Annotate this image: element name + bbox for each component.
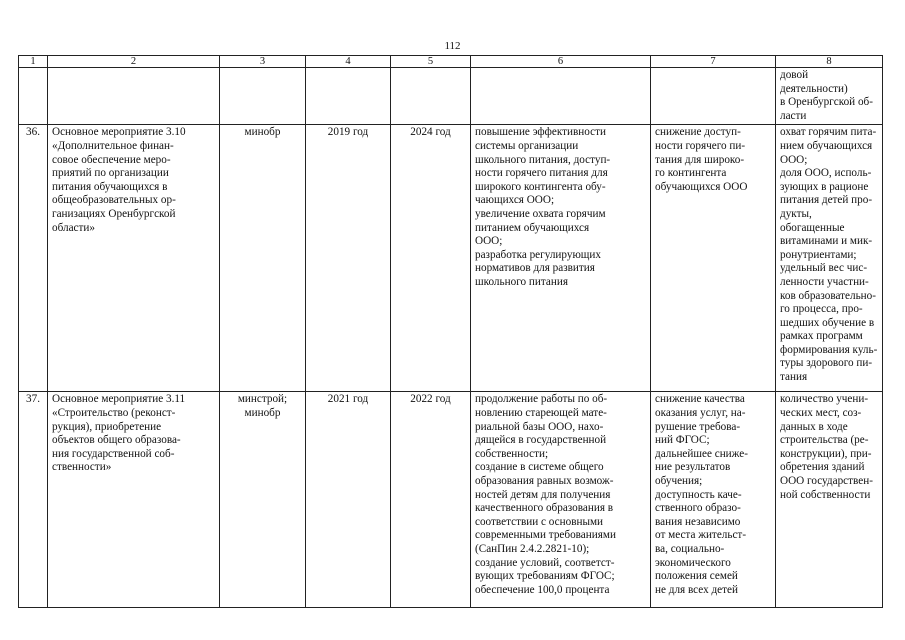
continuation-row — [19, 68, 883, 125]
row-number: 37. — [19, 392, 48, 608]
program-table — [18, 55, 883, 608]
page-number: 112 — [444, 40, 461, 52]
continuation-cell-5 — [391, 68, 471, 125]
row-number: 36. — [19, 125, 48, 392]
result-cell: продолжение работы по об- новлению стареющей мате- риальной базы ООО, нахо- дящейся в государственной собственности; создание в системе общего образования равных возмож- ностей детям для получения качественного образования в соответствии с основными современными требованиями (СанПин 2.4.2.2821-10); создание условий, соответст- вующих требованиям ФГОС; обеспечение 100,0 процента — [471, 392, 651, 608]
header-col-4: 4 — [306, 56, 391, 68]
executor-cell: минстрой; минобр — [220, 392, 306, 608]
continuation-indicators: довой деятельности) в Оренбургской об- ласти — [776, 68, 883, 125]
continuation-cell-1 — [19, 68, 48, 125]
header-col-7: 7 — [651, 56, 776, 68]
result-cell: повышение эффективности системы организации школьного питания, доступ- ности горячего питания для широкого контингента обу- чающихся ООО; увеличение охвата горячим питанием обучающихся ООО; разработка регулирующих нормативов для развития школьного питания — [471, 125, 651, 392]
header-col-1: 1 — [19, 56, 48, 68]
table-row — [19, 125, 883, 392]
table-row — [19, 392, 883, 608]
executor-cell: минобр — [220, 125, 306, 392]
start-year-cell: 2021 год — [306, 392, 391, 608]
consequences-cell: снижение доступ- ности горячего пи- тания для широко- го контингента обучающихся ООО — [651, 125, 776, 392]
continuation-cell-7 — [651, 68, 776, 125]
header-col-8: 8 — [776, 56, 883, 68]
indicators-cell: охват горячим пита- нием обучающихся ООО; доля ООО, исполь- зующих в рационе питания детей про- дукты, обогащенные витаминами и мик- ронутриентами; удельный вес чис- ленности участни- ков образовательно- го процесса, про- шедших обучение в рамках программ формирования куль- туры здорового пи- тания — [776, 125, 883, 392]
consequences-cell: снижение качества оказания услуг, на- рушение требова- ний ФГОС; дальнейшее сниже- ние результатов обучения; доступность каче- ственного образо- вания независимо от места жительст- ва, социально- экономического положения семей не для всех детей — [651, 392, 776, 608]
event-cell: Основное мероприятие 3.11 «Строительство (реконст- рукция), приобретение объектов общего образова- ния государственной соб- ственности» — [48, 392, 220, 608]
indicators-cell: количество учени- ческих мест, соз- данных в ходе строительства (ре- конструкции), при- обретения зданий ООО государствен- ной собственности — [776, 392, 883, 608]
header-row — [19, 56, 883, 68]
header-col-5: 5 — [391, 56, 471, 68]
end-year-cell: 2022 год — [391, 392, 471, 608]
continuation-cell-3 — [220, 68, 306, 125]
continuation-cell-6 — [471, 68, 651, 125]
continuation-cell-2 — [48, 68, 220, 125]
header-col-6: 6 — [471, 56, 651, 68]
start-year-cell: 2019 год — [306, 125, 391, 392]
header-col-3: 3 — [220, 56, 306, 68]
continuation-cell-4 — [306, 68, 391, 125]
event-cell: Основное мероприятие 3.10 «Дополнительное финан- совое обеспечение меро- приятий по организации питания обучающихся в общеобразовательных ор- ганизациях Оренбургской области» — [48, 125, 220, 392]
header-col-2: 2 — [48, 56, 220, 68]
end-year-cell: 2024 год — [391, 125, 471, 392]
